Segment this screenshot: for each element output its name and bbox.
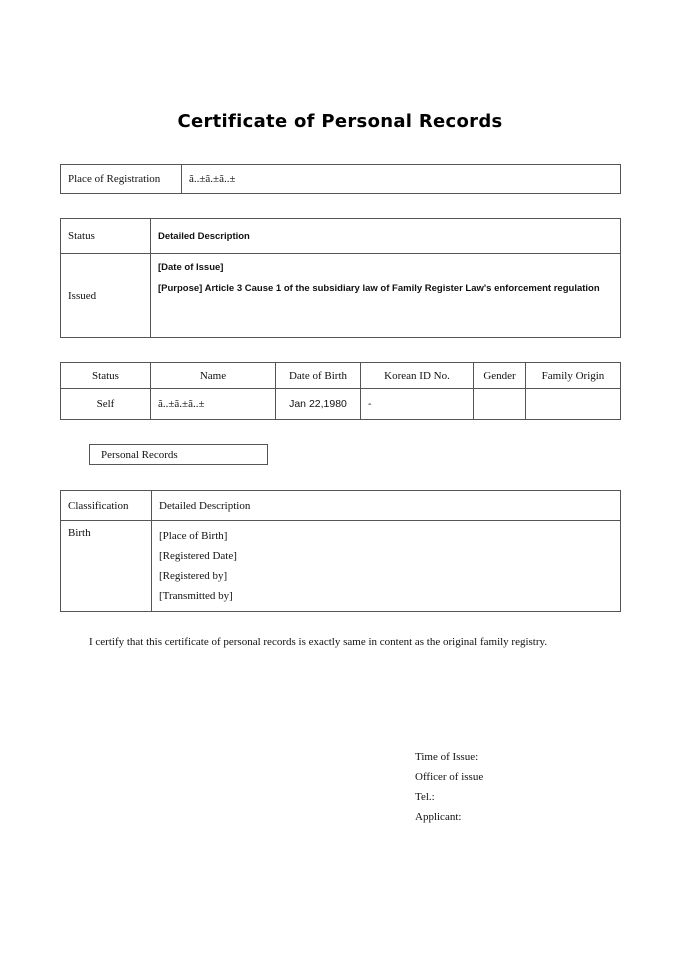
registration-value: ã..±ã.±ã..± [182, 165, 621, 194]
place-of-birth-line: [Place of Birth] [159, 530, 228, 542]
registration-table [60, 164, 621, 194]
detailed-description-header: Detailed Description [151, 219, 621, 254]
registered-by-line: [Registered by] [159, 570, 228, 582]
person-name: ã..±ã.±ã..± [151, 389, 276, 420]
status-issued: Issued [61, 254, 151, 338]
records-description-header: Detailed Description [152, 491, 621, 521]
person-korean-id: - [361, 389, 474, 420]
date-of-issue-line: [Date of Issue] [158, 262, 224, 273]
person-gender [474, 389, 526, 420]
records-table [60, 490, 621, 612]
purpose-line: [Purpose] Article 3 Cause 1 of the subsidiary law of Family Register Law's enforcement regulation [158, 283, 600, 294]
signature-block [415, 747, 483, 827]
registered-date-line: [Registered Date] [159, 550, 237, 562]
status-header: Status [61, 219, 151, 254]
person-table [60, 362, 621, 420]
issued-description [151, 254, 621, 338]
applicant-label: Applicant: [415, 811, 462, 823]
document-title: Certificate of Personal Records [177, 111, 503, 132]
transmitted-by-line: [Transmitted by] [159, 590, 233, 602]
officer-of-issue-label: Officer of issue [415, 771, 484, 783]
tel-label: Tel.: [415, 791, 435, 803]
personal-records-label: Personal Records [89, 444, 268, 465]
person-header-dob: Date of Birth [276, 363, 361, 389]
person-header-korean-id: Korean ID No. [361, 363, 474, 389]
time-of-issue-label: Time of Issue: [415, 751, 479, 763]
person-header-status: Status [61, 363, 151, 389]
person-header-name: Name [151, 363, 276, 389]
person-status: Self [61, 389, 151, 420]
birth-description [152, 521, 621, 612]
certification-statement: I certify that this certificate of personal records is exactly same in content as the original family registry. [89, 636, 548, 648]
classification-header: Classification [61, 491, 152, 521]
status-table [60, 218, 621, 338]
person-dob: Jan 22,1980 [276, 389, 361, 420]
person-header-family-origin: Family Origin [526, 363, 621, 389]
person-family-origin [526, 389, 621, 420]
classification-birth: Birth [61, 521, 152, 612]
registration-label: Place of Registration [61, 165, 182, 194]
person-header-gender: Gender [474, 363, 526, 389]
